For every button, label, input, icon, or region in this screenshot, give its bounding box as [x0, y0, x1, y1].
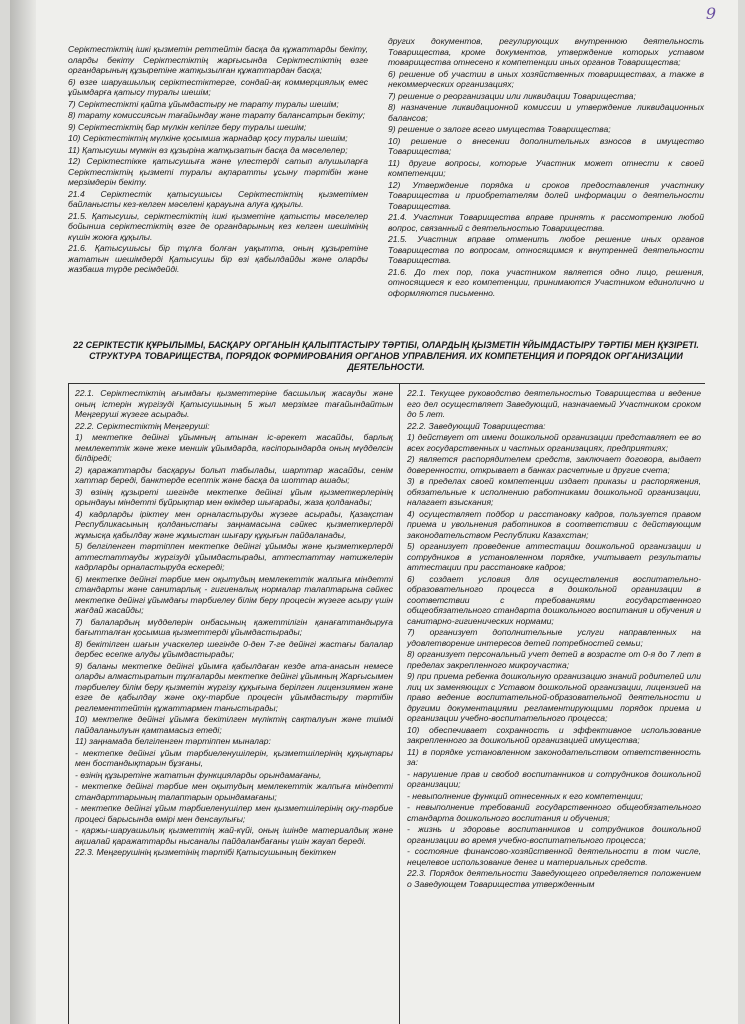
paragraph: 11) в порядке установленном законодательством ответственность за:: [407, 746, 701, 767]
heading-russian: СТРУКТУРА ТОВАРИЩЕСТВА, ПОРЯДОК ФОРМИРОВАНИЯ ОРГАНОВ УПРАВЛЕНИЯ. ИХ КОМПЕТЕНЦИЯ И ПОРЯДОК ОРГАНИЗАЦИИ ДЕЯТЕЛЬНОСТИ.: [89, 351, 683, 372]
paragraph: 2) қаражаттарды басқаруы болып табылады, шарттар жасайды, сенім хаттар береді, банктерде есептік және басқа да шоттар ашады;: [75, 464, 393, 485]
paragraph: 21.6. До тех пор, пока участником является одно лицо, решения, относящиеся к его компетенции, принимаются Участником единолично и оформляются письменно.: [388, 266, 704, 298]
column-divider: [399, 384, 400, 1024]
paragraph: - мектепке дейінгі ұйым тәрбиеленушілерін, қызметшілерінің құқықтары мен бостандықтарын бұзғаны,: [75, 747, 393, 768]
paragraph: 22.1. Текущее руководство деятельностью Товарищества и ведение его дел осуществляет Заведующий, назначаемый Участником сроком до 5 лет.: [407, 388, 701, 419]
paragraph: 10) мектепке дейінгі ұйымға бекітілген мүліктің сақталуын және тиімді пайдаланылуын қамтамасыз етеді;: [75, 714, 393, 735]
paragraph: 4) кадрларды іріктеу мен орналастыруды жүзеге асырады, Қазақстан Республикасының қолданыстағы заңнамасына сәйкес қызметкерлерді жұмысқа қабылдау және жұмыстан шығару құқығын пайдаланады,: [75, 508, 393, 540]
paragraph: 12) Утверждение порядка и сроков предоставления участнику Товарищества и приобретателям долей информации о деятельности Товарищества.: [388, 179, 704, 211]
paragraph: 8) организует персональный учет детей в возрасте от 0-я до 7 лет в пределах закрепленного микроучастка;: [407, 649, 701, 670]
paragraph: 22.3. Порядок деятельности Заведующего определяется положением о Заведующем Товарищества утвержденным: [407, 868, 701, 889]
left-column-top: [68, 44, 368, 276]
paragraph: 10) обеспечивает сохранность и эффективное использование закрепленного за дошкольной организацией имущества;: [407, 724, 701, 745]
paragraph: 21.5. Қатысушы, серіктестіктің ішкі қызметіне қатысты мәселелер бойынша серіктестіктің өзге де органдарының кез келген шешімінің күшін жоюға құқылы.: [68, 210, 368, 242]
paragraph: других документов, регулирующих внутреннюю деятельность Товарищества, кроме документов, утверждение которых уставом товарищества отнесено к компетенции иных органов Товарищества;: [388, 36, 704, 67]
paragraph: 10) решение о внесении дополнительных взносов в имущество Товарищества;: [388, 135, 704, 156]
paragraph: 1) действует от имени дошкольной организации представляет ее во всех государственных и частных организациях, предприятиях;: [407, 432, 701, 453]
paragraph: 9) баланы мектепке дейінгі ұйымға қабылдаған кезде ата-анасын немесе оларды алмастыратын тұлғаларды мектепке дейінгі ұйымның Жарғысымен тәрбиелеу білім беру қызметін жүргізу құқығына берілген лицензиямен және езге де қабылдау және оқу-тәрбие процесін ұйымдастыру тәртібін реглементтейтін құжаттармен таныстырады;: [75, 660, 393, 713]
paragraph: 22.1. Серіктестіктің ағымдағы қызметтеріне басшылық жасауды және оның істерін жүргізуді Қатысушының 5 жыл мерзімге тағайындайтын Меңгеруші жүзеге асырады.: [75, 388, 393, 419]
paragraph: 3) өзінің құзыреті шегінде мектепке дейінгі ұйым қызметкерлерінің орындауы міндетті бұйрықтар мен өкімдер шығарады, жаза қолданады;: [75, 486, 393, 507]
paragraph: - мектепке дейінгі ұйым тәрбиеленушілер мен қызметшілерінің оқу-тәрбие процесі барысында өмірі мен денсаулығы;: [75, 803, 393, 824]
paragraph: 6) өзге шаруашылық серіктестіктерге, сондай-ақ коммерциялық емес ұйымдарға қатысу туралы шешім;: [68, 76, 368, 97]
paragraph: - состояние финансово-хозяйственной деятельности в том числе, нецелевое использование денег и материальных средств.: [407, 846, 701, 867]
paragraph: 8) бекітілген шағын учаскелер шегінде 0-ден 7-ге дейінгі жастағы балалар дербес есепке алуды ұйымдастырады;: [75, 638, 393, 659]
paragraph: Серіктестіктің ішкі қызметін реттейтін басқа да құжаттарды бекіту, оларды бекіту Серіктестіктің жарғысында Серіктестіктің өзге органдарының құзыретіне жатқызылған құжаттардан басқа;: [68, 44, 368, 75]
paragraph: - невыполнение функций отнесенных к его компетенции;: [407, 790, 643, 801]
paragraph: 6) создает условия для осуществления воспитательно-образовательного процесса в дошкольной организации в соответствии с требованиями государственного общеобязательного стандарта дошкольного воспитания и обучения и санитарно-гигиенических нормами;: [407, 573, 701, 626]
paragraph: 7) балалардың мүдделерін онбасының қажеттілігін қанағаттандыруға бағытталған қосымша қызметтерді ұйымдастырады;: [75, 616, 393, 637]
paragraph: 21.6. Қатысушысы бір тұлға болған уақытта, оның құзыретіне жататын шешімдерді Қатысушы бір өзі қабылдайды және оларды жазбаша түрде ресімдейді.: [68, 243, 368, 274]
paragraph: 9) решение о залоге всего имущества Товарищества;: [388, 124, 611, 134]
section-heading: [68, 340, 704, 373]
paragraph: 7) решение о реорганизации или ликвидации Товарищества;: [388, 90, 636, 101]
right-column-top: [388, 36, 704, 299]
paragraph: - нарушение прав и свобод воспитанников и сотрудников дошкольной организации;: [407, 768, 701, 789]
binding-gutter: [10, 0, 36, 1024]
paragraph: 5) белгіленген тәртіппен мектепке дейінгі ұйымды және қызметкерлерді аттестаттауды жүргізуді ұйымдастырады, аттестаттау нәтижелерін кадрларды орналастыруда ескереді;: [75, 541, 393, 572]
paragraph: 21.4 Серіктестік қатысушысы Серіктестіктің қызметімен байланысты кез-келген мәселені қарауына алуға құқылы.: [68, 188, 368, 209]
paragraph: 11) другие вопросы, которые Участник может отнести к своей компетенции;: [388, 157, 704, 178]
paragraph: - өзінің құзыретіне жататын функцияларды орындамағаны,: [75, 769, 322, 780]
paragraph: 11) заңнамада белгіленген тәртіппен мыналар:: [75, 736, 271, 746]
paragraph: 21.4. Участник Товарищества вправе принять к рассмотрению любой вопрос, связанный с деятельностью Товарищества.: [388, 212, 704, 233]
paragraph: 9) при приема ребенка дошкольную организацию знаний родителей или лиц их заменяющих с Уставом дошкольной организации, лицензией на право ведение воспитательной-образовательной деятельности и другими документациями регламентирующими порядок приема и организации учебно-воспитательного процесса;: [407, 671, 701, 723]
bilingual-table: [68, 383, 705, 1024]
paragraph: - жизнь и здоровье воспитанников и сотрудников дошкольной организации во время учебно-воспитательного процесса;: [407, 824, 701, 845]
paragraph: 12) Серіктестікке қатысушыға және үлестерді сатып алушыларға Серіктестіктің қызметі туралы ақпаратты ұсыну тәртібін және мерзімдерін бекіту.: [68, 156, 368, 187]
paragraph: 6) решение об участии в иных хозяйственных товариществах, а также в некоммерческих организациях;: [388, 68, 704, 89]
paragraph: 1) мектепке дейінгі ұйымның атынан іс-әрекет жасайды, барлық мемлекеттік және жеке меншік ұйымдарда, кәсіпорындарда оның мүдделсін білдіреді;: [75, 432, 393, 463]
paragraph: - невыполнение требований государственного общеобязательного стандарта дошкольного воспитания и обучения;: [407, 802, 701, 823]
left-column-bottom: [75, 388, 393, 859]
paragraph: 7) Серіктестікті қайта ұйымдастыру не тарату туралы шешім;: [68, 98, 339, 109]
paragraph: 4) осуществляет подбор и расстановку кадров, пользуется правом приема и увольнения работников в соответствии с действующим законодательством Республики Казахстан;: [407, 508, 701, 540]
paragraph: 22.3. Меңгерушінің қызметінің тәртібі Қатысушының бекіткен: [75, 847, 337, 857]
paragraph: 22.2. Серіктестіктің Меңгеруші:: [75, 420, 210, 431]
paragraph: - мектепке дейінгі тәрбие мен оқытудың мемлекеттік жалпыға міндетті стандарттарының талаптарын орындамағаны;: [75, 781, 393, 802]
paragraph: 9) Серіктестіктің бар мүлкін кепілге беру туралы шешім;: [68, 121, 307, 132]
paragraph: 6) мектепке дейінгі тәрбие мен оқытудың мемлекеттік жалпыға міндетті стандарты және санитарлық - гигиеналық нормалар талаптарына сәйкес мектепке дейінгі ұйымдағы тәрбиелеу білім беру процесін жүзеге асыру үшін жағдай жасайды;: [75, 573, 393, 615]
paragraph: 8) тарату комиссиясын тағайындау және тарату балансатрын бекіту;: [68, 110, 366, 120]
paragraph: 2) является распорядителем средств, заключает договора, выдает доверенности, открывает в банках расчетные и другие счета;: [407, 454, 701, 475]
paragraph: 8) назначение ликвидационной комиссии и утверждение ликвидационных балансов;: [388, 102, 704, 123]
page-number-mark: 9: [705, 4, 716, 23]
paragraph: 22.2. Заведующий Товарищества:: [407, 420, 546, 431]
paragraph: 5) организует проведение аттестации дошкольной организации и сотрудников в установленном порядке, учитывает результаты аттестации при расстановке кадров;: [407, 541, 701, 572]
heading-kazakh: 22 СЕРІКТЕСТІК ҚҰРЫЛЫМЫ, БАСҚАРУ ОРГАНЫН ҚАЛЫПТАСТЫРУ ТӘРТІБІ, ОЛАРДЫҢ ҚЫЗМЕТІН ҰЙЫМДАСТЫРУ ТӘРТІБІ МЕН ҚҰЗІРЕТІ.: [73, 340, 699, 350]
paragraph: 21.5. Участник вправе отменить любое решение иных органов Товарищества по вопросам, относящимся к внутренней деятельности Товарищества.: [388, 234, 704, 265]
document-page: [10, 0, 738, 1024]
paragraph: 11) Қатысушы мүмкін өз құзыріна жатқызатын басқа да мәселелер;: [68, 144, 348, 155]
paragraph: 10) Серіктестіктің мүлкіне қосымша жарнадар қосу туралы шешім;: [68, 133, 348, 143]
right-column-bottom: [407, 388, 701, 890]
paragraph: - қаржы-шаруашылық қызметтің жай-күйі, оның ішінде материалдық және ақшалай қаражаттарды нысаналы пайдаланбағаны үшін жауап береді.: [75, 825, 393, 846]
paragraph: 7) организует дополнительные услуги направленных на удовлетворение интересов детей потребностей семьи;: [407, 627, 701, 648]
paragraph: 3) в пределах своей компетенции издает приказы и распоряжения, обязательные к исполнению работниками дошкольной организации, налагает взыскания;: [407, 476, 701, 507]
